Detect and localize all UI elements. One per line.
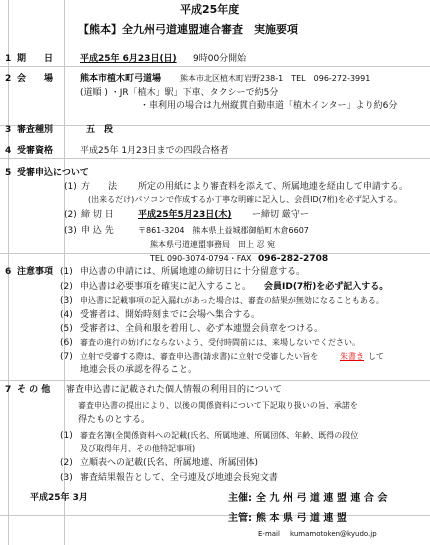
exam-grade: 五 段 bbox=[86, 125, 114, 135]
item-number: (3) bbox=[60, 296, 73, 306]
item-number: (1) bbox=[64, 182, 77, 192]
section-number: 1 bbox=[5, 54, 12, 64]
email-address[interactable]: kumamotoken@kyudo.jp bbox=[290, 530, 377, 538]
grid-line bbox=[0, 515, 430, 516]
exam-date: 平成25年 6月23日(日) bbox=[80, 54, 177, 64]
note-text: 申込書は必要事項を確実に記入すること。 bbox=[80, 282, 252, 292]
note-text: 受審者は、開始時刻までに会場へ集合する。 bbox=[80, 310, 261, 320]
header-year: 平成25年度 bbox=[180, 3, 240, 16]
item-number: (2) bbox=[60, 282, 73, 292]
note-text: して bbox=[368, 352, 384, 361]
deadline-note: ー締切 厳守ー bbox=[252, 210, 309, 220]
submit-address: 〒861-3204 熊本県上益城郡御船町木倉6607 bbox=[138, 226, 309, 235]
section-number: 7 bbox=[5, 385, 12, 395]
note-text: 申込書に記載事項の記入漏れがあった場合は、審査の結果が無効になることもある。 bbox=[80, 296, 384, 305]
item-number: (5) bbox=[60, 324, 73, 334]
note-text: 審査の進行の妨げにならないよう、受付時間前には、来場しないでください。 bbox=[80, 338, 360, 347]
application-method-text: 所定の用紙により審査料を添えて、所属地連を経由して申請する。 bbox=[138, 182, 408, 192]
exam-time: 9時00分開始 bbox=[193, 54, 247, 64]
privacy-text: 得たものとする。 bbox=[78, 415, 151, 425]
note-text: 申込書の申請には、所属地連の締切日に十分留意する。 bbox=[80, 267, 306, 277]
eligibility-text: 平成25年 1月23日までの四段合格者 bbox=[80, 146, 229, 156]
item-number: (1) bbox=[60, 431, 73, 441]
submit-fax: 096-282-2708 bbox=[258, 254, 329, 264]
venue-access-train: (道順 ) ・JR「植木」駅」下車、タクシーで約5分 bbox=[80, 88, 279, 98]
submit-office: 熊本県弓道連盟事務局 田上 忍 宛 bbox=[150, 240, 276, 249]
section-number: 6 bbox=[5, 267, 12, 277]
item-number: (2) bbox=[64, 210, 77, 220]
note-text: 受審者は、全員和服を着用し、必ず本連盟会員章をつける。 bbox=[80, 324, 324, 334]
section-label-grade: 審査種別 bbox=[17, 125, 54, 135]
note-text: 立射で受審する際は、審査申込書(請求書)に立射で受審したい旨を bbox=[80, 352, 319, 361]
item-number: (6) bbox=[60, 338, 73, 348]
venue-access-car: ・車利用の場合は九州縦貫自動車道「植木インター」より約6分 bbox=[140, 101, 398, 111]
sponsor-name: 全 九 州 弓 道 連 盟 連 合 会 bbox=[256, 493, 388, 504]
grid-line bbox=[0, 380, 430, 381]
grid-line bbox=[0, 66, 430, 67]
privacy-item: 立順表への記載(氏名、所属地連、所属団体) bbox=[80, 458, 259, 468]
section-label-venue: 会 場 bbox=[17, 74, 54, 84]
privacy-item: 審査名簿(全関係資料への記載(氏名、所属地連、所属団体、年齢、既得の段位 bbox=[80, 431, 359, 440]
organizer-label: 主管: bbox=[228, 513, 252, 524]
item-number: (2) bbox=[60, 458, 73, 468]
grid-line bbox=[0, 125, 430, 126]
section-label-date: 期 日 bbox=[17, 54, 54, 64]
note-emphasis: 会員ID(7桁)を必ず記入する。 bbox=[264, 282, 389, 292]
page-title: 【熊本】全九州弓道連盟連合審査 実施要項 bbox=[78, 23, 298, 36]
item-number: (7) bbox=[60, 352, 73, 362]
item-number: (1) bbox=[60, 267, 73, 277]
submit-tel: TEL 090-3074-0794・FAX bbox=[150, 254, 252, 263]
section-label-other: そ の 他 bbox=[17, 385, 51, 395]
deadline-label: 締 切 日 bbox=[81, 210, 114, 220]
venue-address: 熊本市北区植木町岩野238-1 TEL 096-272-3991 bbox=[180, 74, 371, 83]
section-number: 4 bbox=[5, 146, 12, 156]
privacy-text: 審査申込書の提出により、以後の関係資料について下記取り扱いの旨、承諾を bbox=[78, 401, 358, 410]
privacy-item: 審査結果報告として、全弓連及び地連会長宛文書 bbox=[80, 473, 278, 483]
section-number: 3 bbox=[5, 125, 12, 135]
privacy-item: 及び取得年月、その他特記事項) bbox=[80, 444, 196, 453]
item-number: (4) bbox=[60, 310, 73, 320]
venue-name: 熊本市植木町弓道場 bbox=[80, 74, 162, 84]
section-label-application: 受審申込について bbox=[17, 168, 89, 178]
sponsor-label: 主催: bbox=[228, 493, 252, 504]
item-number: (3) bbox=[60, 473, 73, 483]
email-label: E-mail bbox=[258, 530, 280, 538]
application-method-label: 方 法 bbox=[81, 182, 118, 192]
grid-line bbox=[0, 158, 430, 159]
section-number: 2 bbox=[5, 74, 12, 84]
issue-date: 平成25年 3月 bbox=[30, 493, 88, 503]
section-number: 5 bbox=[5, 168, 12, 178]
privacy-heading: 審査申込書に記載された個人情報の利用目的について bbox=[66, 385, 282, 395]
note-text: 地連会長の承認を得ること。 bbox=[80, 365, 198, 375]
deadline-date: 平成25年5月23日(木) bbox=[138, 210, 232, 220]
application-method-text-2: (出来るだけ)パソコンで作成するか丁寧な明確に記入し、会員ID(7桁)を必ず記入する。 bbox=[88, 195, 402, 204]
section-label-eligibility: 受審資格 bbox=[17, 146, 54, 156]
organizer-name: 熊 本 県 弓 道 連 盟 bbox=[256, 513, 347, 524]
item-number: (3) bbox=[64, 226, 77, 236]
note-red-text: 朱書き bbox=[340, 352, 364, 361]
section-label-notes: 注意事項 bbox=[17, 267, 54, 277]
submit-to-label: 申 込 先 bbox=[81, 226, 114, 236]
